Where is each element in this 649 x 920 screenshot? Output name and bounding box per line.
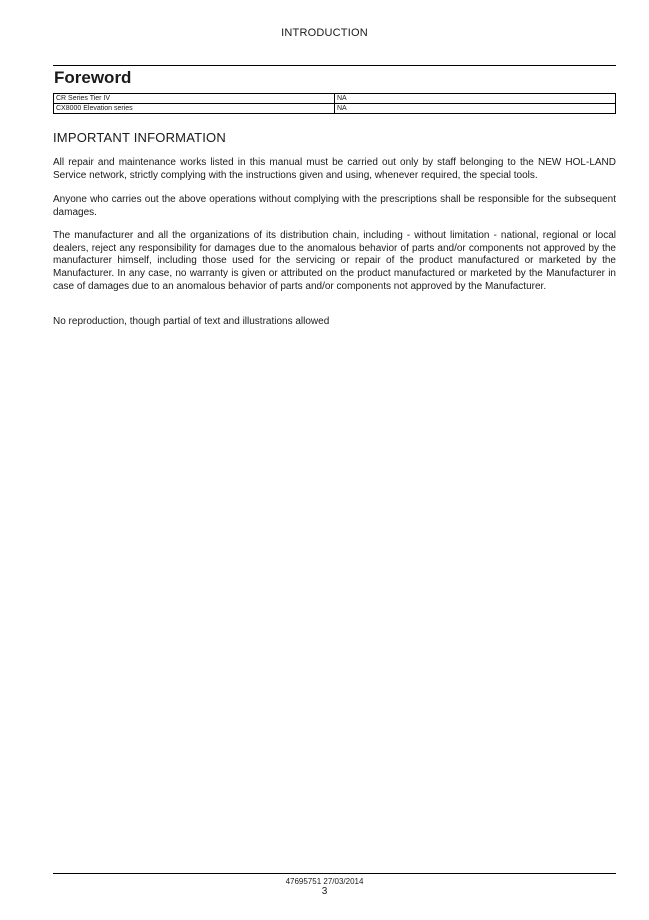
region-cell: NA	[335, 104, 616, 114]
table-row	[54, 104, 616, 114]
model-applicability-table	[53, 93, 616, 114]
footer-rule	[53, 873, 616, 874]
paragraph-reproduction-notice: No reproduction, though partial of text and illustrations allowed	[53, 316, 330, 327]
paragraph-warranty-disclaimer: The manufacturer and all the organizations of its distribution chain, including - without limitation - national, regional or local dealers, reject any responsibility for damages due to the anomalous behavior of parts and/or components not approved by the manufacturer himself, including those used for the servicing or repair of the product manufactured or marketed by the Manufacturer. In any case, no warranty is given or attributed on the product manufactured or marketed by the Manufacturer in case of damages due to an anomalous behavior of parts and/or components not approved by the Manufacturer.	[53, 230, 616, 292]
page-title: Foreword	[54, 68, 132, 87]
region-cell: NA	[335, 94, 616, 104]
title-rule	[53, 65, 616, 66]
section-title: IMPORTANT INFORMATION	[53, 130, 226, 145]
page-number: 3	[321, 886, 328, 897]
page-header: INTRODUCTION	[281, 27, 368, 39]
paragraph-authorized-service: All repair and maintenance works listed in this manual must be carried out only by staff belonging to the NEW HOL-LAND Service network, strictly complying with the instructions given and using, whenever required, the special tools.	[53, 157, 616, 181]
model-name-cell: CR Series Tier IV	[54, 94, 335, 104]
model-name-cell: CX8000 Elevation series	[54, 104, 335, 114]
footer-document-id: 47695751 27/03/2014	[285, 877, 364, 886]
table-row	[54, 94, 616, 104]
paragraph-responsibility: Anyone who carries out the above operations without complying with the prescriptions shall be responsible for the subsequent damages.	[53, 194, 616, 218]
